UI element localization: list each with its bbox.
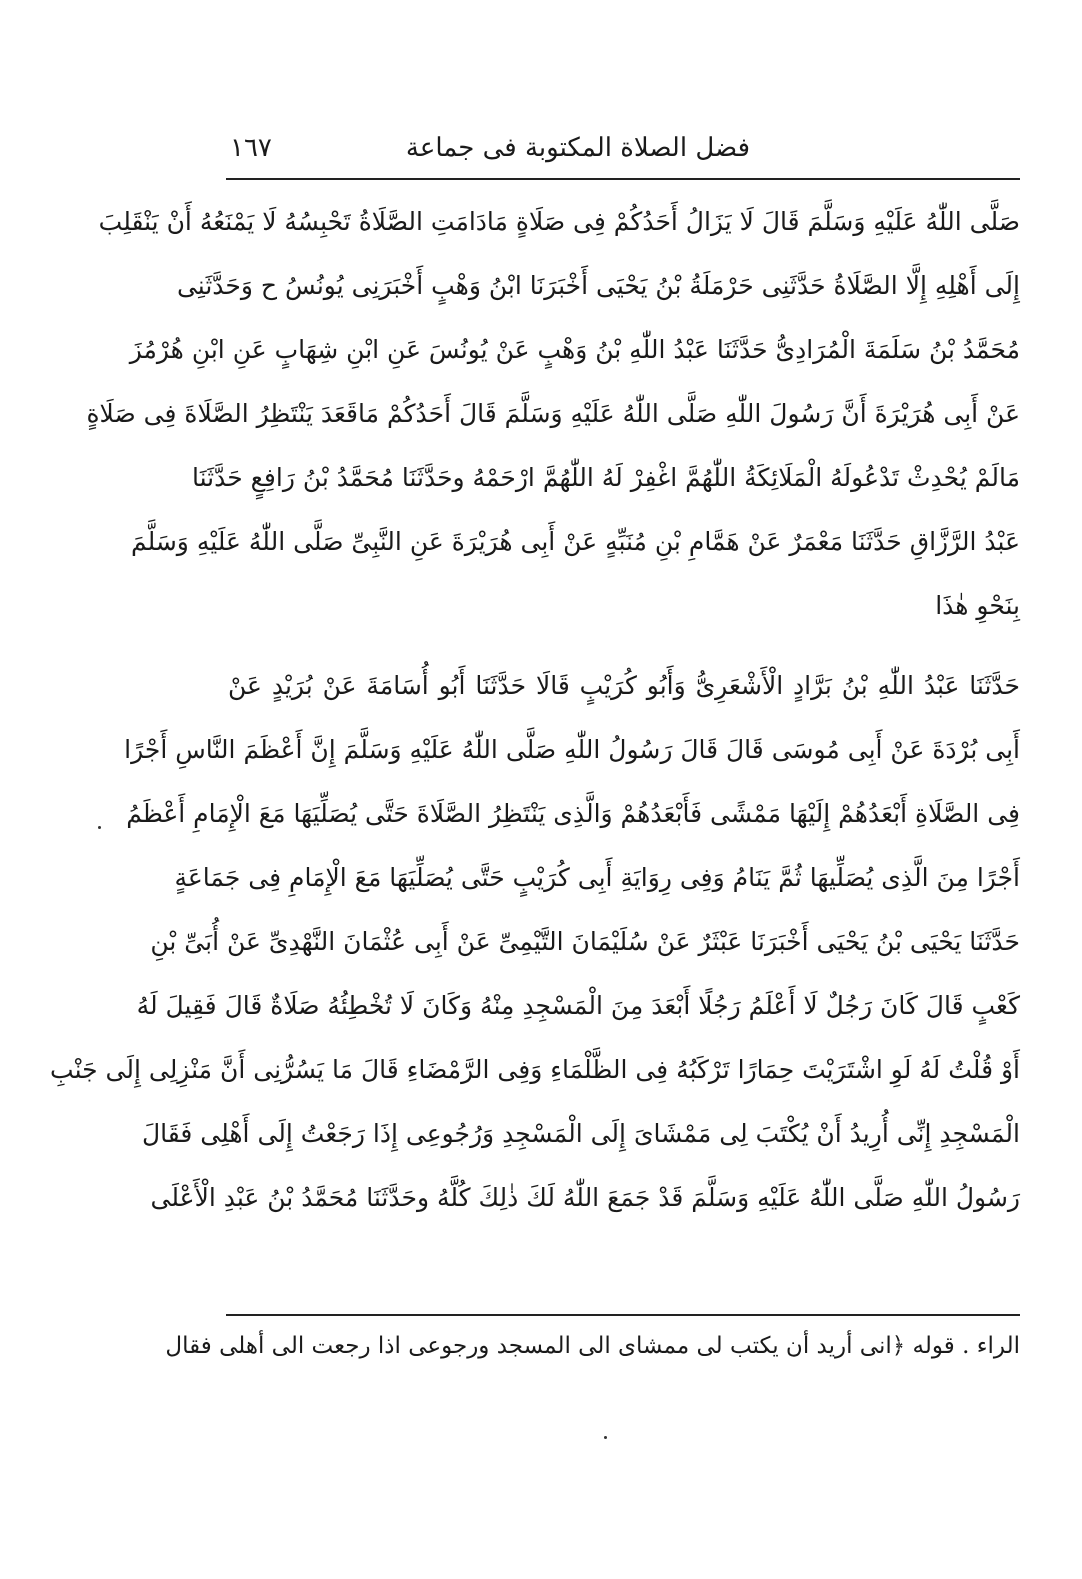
footnote-rule (226, 1314, 1020, 1316)
paragraph-1 (86, 190, 1020, 638)
text-line: صَلَّى اللّٰهُ عَلَيْهِ وَسَلَّمَ قَالَ لَا يَزَالُ أَحَدُكُمْ فِى صَلَاةٍ مَادَامَتِ الصَّلَاةُ تَحْبِسُهُ لَا يَمْنَعُهُ أَنْ يَنْقَلِبَ (98, 207, 1020, 236)
text-line: حَدَّثَنَا يَحْيَى بْنُ يَحْيَى أَخْبَرَنَا عَبْثَرٌ عَنْ سُلَيْمَانَ التَّيْمِىِّ عَنْ أَبِى عُثْمَانَ النَّهْدِىِّ عَنْ أُبَىِّ بْنِ (150, 927, 1020, 956)
header-rule (226, 178, 1020, 180)
print-speck (98, 826, 101, 829)
print-speck (604, 1436, 607, 1439)
text-line: أَوْ قُلْتُ لَهُ لَوِ اشْتَرَيْتَ حِمَارًا تَرْكَبُهُ فِى الظَّلْمَاءِ وَفِى الرَّمْضَاءِ قَالَ مَا يَسُرُّنِى أَنَّ مَنْزِلِى إِلَى جَنْبِ (50, 1055, 1020, 1084)
text-line: الْمَسْجِدِ إِنِّى أُرِيدُ أَنْ يُكْتَبَ لِى مَمْشَاىَ إِلَى الْمَسْجِدِ وَرُجُوعِى إِذَا رَجَعْتُ إِلَى أَهْلِى فَقَالَ (141, 1119, 1020, 1148)
paragraph-gap (228, 638, 1020, 654)
text-line: عَنْ أَبِى هُرَيْرَةَ أَنَّ رَسُولَ اللّٰهِ صَلَّى اللّٰهُ عَلَيْهِ وَسَلَّمَ قَالَ أَحَدُكُمْ مَاقَعَدَ يَنْتَظِرُ الصَّلَاةَ فِى صَلَاةٍ (86, 399, 1020, 428)
text-line: مُحَمَّدُ بْنُ سَلَمَةَ الْمُرَادِىُّ حَدَّثَنَا عَبْدُ اللّٰهِ بْنُ وَهْبٍ عَنْ يُونُسَ عَنِ ابْنِ شِهَابٍ عَنِ ابْنِ هُرْمُزَ (129, 335, 1020, 364)
paragraph-2 (50, 654, 1020, 1230)
text-line: أَجْرًا مِنَ الَّذِى يُصَلِّيهَا ثُمَّ يَنَامُ وَفِى رِوَايَةِ أَبِى كُرَيْبٍ حَتَّى يُصَلِّيَهَا مَعَ الْإِمَامِ فِى جَمَاعَةٍ (174, 863, 1020, 892)
footnote: الراء . قوله ﴿انى أريد أن يكتب لى ممشاى الى المسجد ورجوعى اذا رجعت الى أهلى فقال (165, 1333, 1020, 1359)
text-line: أَبِى بُرْدَةَ عَنْ أَبِى مُوسَى قَالَ قَالَ رَسُولُ اللّٰهِ صَلَّى اللّٰهُ عَلَيْهِ وَسَلَّمَ إِنَّ أَعْظَمَ النَّاسِ أَجْرًا (124, 735, 1020, 764)
text-line: بِنَحْوِ هٰذَا (935, 591, 1020, 620)
text-line: إِلَى أَهْلِهِ إِلَّا الصَّلَاةُ حَدَّثَنِى حَرْمَلَةُ بْنُ يَحْيَى أَخْبَرَنَا ابْنُ وَهْبٍ أَخْبَرَنِى يُونُسُ ح وَحَدَّثَنِى (176, 271, 1020, 300)
text-line: حَدَّثَنَا عَبْدُ اللّٰهِ بْنُ بَرَّادٍ الْأَشْعَرِىُّ وَأَبُو كُرَيْبٍ قَالَا حَدَّثَنَا أَبُو أُسَامَةَ عَنْ بُرَيْدٍ عَنْ (228, 671, 1020, 700)
text-line: فِى الصَّلَاةِ أَبْعَدُهُمْ إِلَيْهَا مَمْشًى فَأَبْعَدُهُمْ وَالَّذِى يَنْتَظِرُ الصَّلَاةَ حَتَّى يُصَلِّيَهَا مَعَ الْإِمَامِ أَعْظَمُ (126, 799, 1020, 828)
text-line: مَالَمْ يُحْدِثْ تَدْعُولَهُ الْمَلَائِكَةُ اللّٰهُمَّ اغْفِرْ لَهُ اللّٰهُمَّ ارْحَمْهُ وحَدَّثَنَا مُحَمَّدُ بْنُ رَافِعٍ حَدَّثَنَا (191, 463, 1020, 492)
text-line: رَسُولُ اللّٰهِ صَلَّى اللّٰهُ عَلَيْهِ وَسَلَّمَ قَدْ جَمَعَ اللّٰهُ لَكَ ذٰلِكَ كُلَّهُ وحَدَّثَنَا مُحَمَّدُ بْنُ عَبْدِ الْأَعْلَى (150, 1183, 1020, 1212)
page-number: ١٦٧ (230, 133, 272, 163)
main-text (50, 190, 1020, 1230)
running-header (230, 128, 1020, 168)
text-line: عَبْدُ الرَّزَّاقِ حَدَّثَنَا مَعْمَرٌ عَنْ هَمَّامِ بْنِ مُنَبِّهٍ عَنْ أَبِى هُرَيْرَةَ عَنِ النَّبِىِّ صَلَّى اللّٰهُ عَلَيْهِ وَسَلَّمَ (130, 527, 1020, 556)
running-title: فضل الصلاة المكتوبة فى جماعة (405, 133, 750, 163)
text-line: كَعْبٍ قَالَ كَانَ رَجُلٌ لَا أَعْلَمُ رَجُلًا أَبْعَدَ مِنَ الْمَسْجِدِ مِنْهُ وَكَانَ لَا تُخْطِئُهُ صَلَاةٌ قَالَ فَقِيلَ لَهُ (136, 991, 1020, 1020)
